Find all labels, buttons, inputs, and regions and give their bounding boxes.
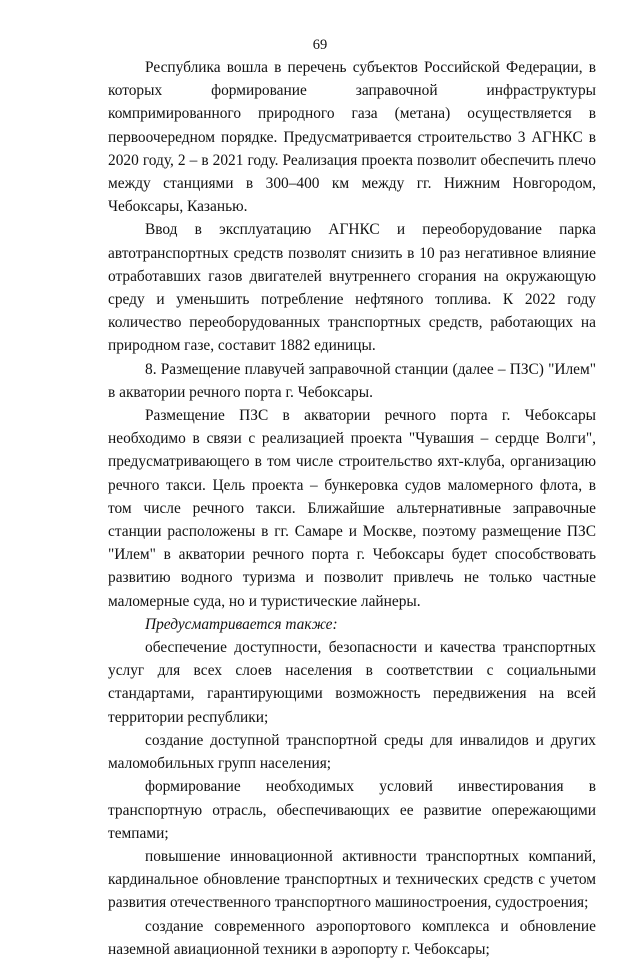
list-item-accessibility: обеспечение доступности, безопасности и качества транспортных услуг для всех слоев населения в соответствии с социальными стандартами, гарантирующими возможность передвижения на всей территории республики; [108,639,596,726]
list-item-innovation: повышение инновационной активности транспортных компаний, кардинальное обновление транспортных и технических средств с учетом развития отечественного транспортного машиностроения, судостроения; [108,847,596,912]
list-item-airport: создание современного аэропортового комплекса и обновление наземной авиационной техники в аэропорту г. Чебоксары; [108,917,596,958]
paragraph-section-8-heading: 8. Размещение плавучей заправочной станции (далее – ПЗС) "Илем" в акватории речного порта г. Чебоксары. [108,360,596,401]
list-item-disabled-access: создание доступной транспортной среды для инвалидов и других маломобильных групп населения; [108,731,596,773]
list-item-investment: формирование необходимых условий инвестирования в транспортную отрасль, обеспечивающих ее развитие опережающими темпами; [108,778,596,842]
paragraph-gas-infrastructure: Республика вошла в перечень субъектов Российской Федерации, в которых формирование заправочной инфраструктуры компримированного природного газа (метана) осуществляется в первоочередном порядке. Предусматривается строительство 3 АГНКС в 2020 году, 2 – в 2021 году. Реализация проекта позволит обеспечить плечо между станциями в 300–400 км между гг. Нижним Новгородом, Чебоксары, Казанью. [108,59,596,216]
paragraph-also-planned: Предусматривается также: [145,615,338,633]
page-number: 69 [312,37,328,53]
body-text [108,56,596,961]
paragraph-pzs-placement: Размещение ПЗС в акватории речного порта г. Чебоксары необходимо в связи с реализацией проекта "Чувашия – сердце Волги", предусматривающего в том числе строительство яхт-клуба, организацию речного такси. Цель проекта – бункеровка судов маломерного флота, в том числе речного такси. Ближайшие альтернативные заправочные станции расположены в гг. Самаре и Москве, поэтому размещение ПЗС "Илем" в акватории речного порта г. Чебоксары будет способствовать развитию водного туризма и позволит привлечь не только частные маломерные суда, но и туристические лайнеры. [108,407,596,610]
paragraph-agnks-impact: Ввод в эксплуатацию АГНКС и переоборудование парка автотранспортных средств позволят снизить в 10 раз негативное влияние отработавших газов двигателей внутреннего сгорания на окружающую среду и уменьшить потребление нефтяного топлива. К 2022 году количество переоборудованных транспортных средств, работающих на природном газе, составит 1882 единицы. [108,221,596,355]
